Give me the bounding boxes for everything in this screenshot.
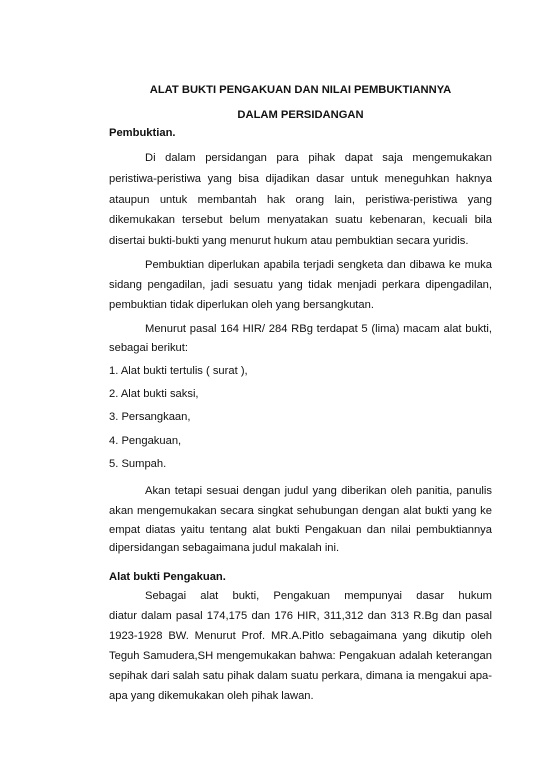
paragraph-line: Menurut pasal 164 HIR/ 284 RBg terdapat 5 (lima) macam alat bukti, xyxy=(145,323,492,335)
paragraph-line: Di dalam persidangan para pihak dapat saja mengemukakan xyxy=(145,152,492,164)
paragraph-line: Teguh Samudera,SH mengemukakan bahwa: Pengakuan adalah keterangan xyxy=(109,650,492,662)
paragraph-line: ataupun untuk membantah hak orang lain, peristiwa-peristiwa yang xyxy=(109,194,492,206)
section-heading-alat-bukti-pengakuan: Alat bukti Pengakuan. xyxy=(109,571,226,583)
paragraph-line: dikemukakan tersebut belum menyatakan suatu kebenaran, kecuali bila xyxy=(109,214,492,226)
paragraph-line: 1923-1928 BW. Menurut Prof. MR.A.Pitlo sebagaimana yang dikutip oleh xyxy=(109,630,492,642)
paragraph-line: Sebagai alat bukti, Pengakuan mempunyai dasar hukum xyxy=(145,590,492,602)
paragraph-line: peristiwa-peristiwa yang bisa dijadikan dasar untuk meneguhkan haknya xyxy=(109,173,492,185)
list-item: 5. Sumpah. xyxy=(109,458,167,470)
paragraph-line: apa yang dikemukakan oleh pihak lawan. xyxy=(109,690,314,702)
paragraph-line: Pembuktian diperlukan apabila terjadi sengketa dan dibawa ke muka xyxy=(145,259,492,271)
document-title-line-1: ALAT BUKTI PENGAKUAN DAN NILAI PEMBUKTIANNYA xyxy=(149,84,452,96)
paragraph-line: Akan tetapi sesuai dengan judul yang diberikan oleh panitia, panulis xyxy=(145,485,492,497)
paragraph-line: sepihak dari salah satu pihak dalam suatu perkara, dimana ia mengakui apa- xyxy=(109,670,492,682)
paragraph-line: sebagai berikut: xyxy=(109,342,188,354)
paragraph-line: akan mengemukakan secara singkat sehubungan dengan alat bukti yang ke xyxy=(109,505,492,517)
paragraph-line: sidang pengadilan, jadi sesuatu yang tidak menjadi perkara dipengadilan, xyxy=(109,279,492,291)
paragraph-line: empat diatas yaitu tentang alat bukti Pengakuan dan nilai pembuktiannya xyxy=(109,524,492,536)
list-item: 3. Persangkaan, xyxy=(109,411,191,423)
list-item: 2. Alat bukti saksi, xyxy=(109,388,199,400)
list-item: 1. Alat bukti tertulis ( surat ), xyxy=(109,365,248,377)
list-item: 4. Pengakuan, xyxy=(109,435,182,447)
section-heading-pembuktian: Pembuktian. xyxy=(109,127,176,139)
paragraph-line: dipersidangan sebagaimana judul makalah ini. xyxy=(109,542,340,554)
paragraph-line: pembuktian tidak diperlukan oleh yang bersangkutan. xyxy=(109,299,374,311)
paragraph-line: diatur dalam pasal 174,175 dan 176 HIR, 311,312 dan 313 R.Bg dan pasal xyxy=(109,610,492,622)
paragraph-line: disertai bukti-bukti yang menurut hukum atau pembuktian secara yuridis. xyxy=(109,235,469,247)
document-title-line-2: DALAM PERSIDANGAN xyxy=(237,109,364,121)
